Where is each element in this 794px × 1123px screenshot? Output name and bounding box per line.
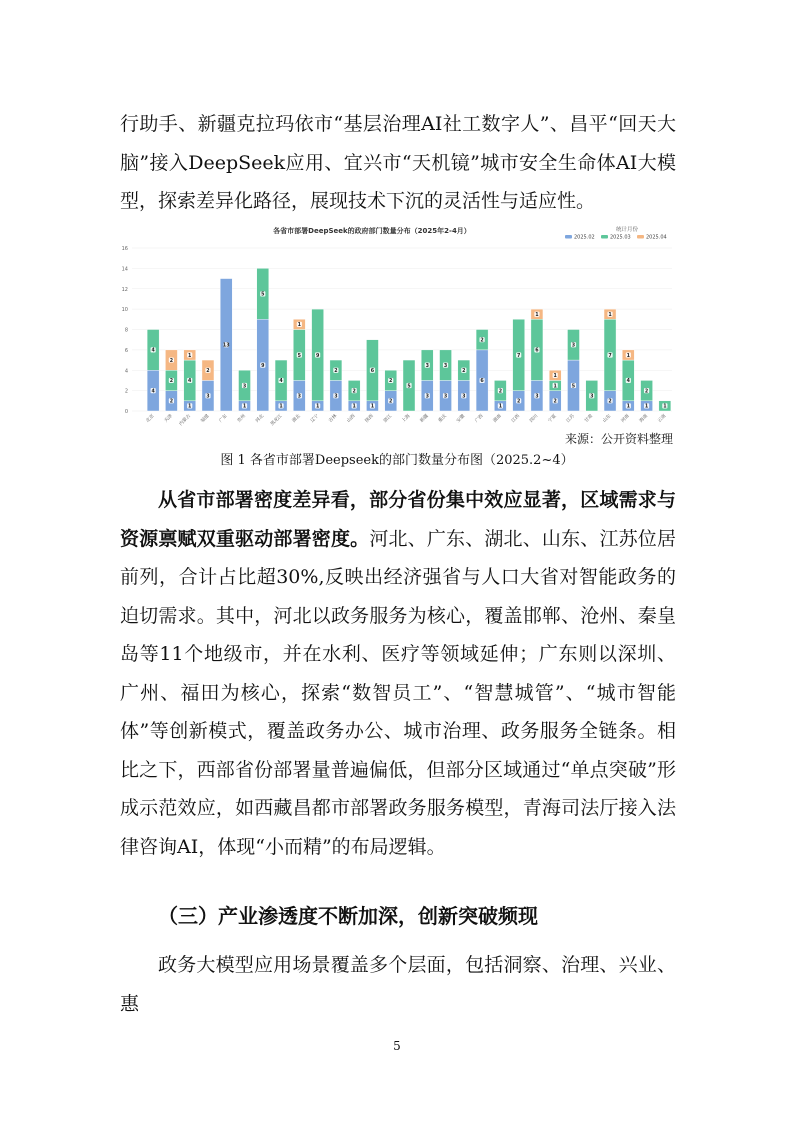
data-label: 4 bbox=[188, 379, 192, 385]
data-label: 1 bbox=[315, 404, 320, 410]
data-label: 1 bbox=[188, 404, 192, 410]
x-tick-label: 贵州 bbox=[236, 413, 247, 424]
data-label: 4 bbox=[626, 379, 630, 385]
data-label: 2 bbox=[462, 369, 466, 375]
analysis-body: 河北、广东、湖北、山东、江苏位居前列，合计占比超30%,反映出经济强省与人口大省对智能政务的迫切需求。其中，河北以政务服务为核心，覆盖邯郸、沧州、秦皇岛等11个地级市，并在水利、医疗等领域延伸；广东则以深圳、广州、福田为核心，探索“数智员工”、“智慧城管”、“城市智能体”等创新模式，覆盖政务办公、城市治理、政务服务全链条。相比之下，西部省份部署量普遍偏低，但部分区域通过“单点突破”形成示范效应，如西藏昌都市部署政务服务模型，青海司法厅接入法律咨询AI，体现“小而精”的布局逻辑。 bbox=[120, 527, 676, 858]
figure-caption: 图 1 各省市部署Deepseek的部门数量分布图（2025.2~4） bbox=[220, 453, 574, 468]
y-tick-label: 2 bbox=[124, 388, 128, 395]
analysis-paragraph bbox=[120, 481, 676, 866]
y-tick-label: 0 bbox=[124, 409, 128, 415]
data-label: 9 bbox=[315, 353, 320, 359]
data-label: 3 bbox=[571, 343, 576, 349]
y-tick-label: 6 bbox=[124, 347, 128, 354]
data-label: 5 bbox=[407, 384, 411, 390]
figure-source: 来源：公开资料整理 bbox=[564, 432, 673, 446]
data-label: 1 bbox=[626, 353, 630, 359]
data-label: 1 bbox=[535, 313, 539, 319]
x-tick-label: 重庆 bbox=[437, 413, 448, 424]
page-number: 5 bbox=[393, 1039, 401, 1053]
data-label: 4 bbox=[151, 389, 155, 395]
x-tick-label: 内蒙古 bbox=[178, 413, 193, 428]
data-label: 3 bbox=[297, 394, 302, 400]
x-tick-label: 新疆 bbox=[419, 413, 430, 424]
x-tick-label: 广东 bbox=[218, 413, 229, 424]
x-tick-label: 河南 bbox=[620, 413, 631, 424]
chart-title: 各省市部署DeepSeek的政府部门数量分布（2025年2-4月） bbox=[273, 227, 471, 235]
data-label: 3 bbox=[334, 394, 338, 400]
data-label: 7 bbox=[516, 353, 521, 359]
x-tick-label: 黑龙江 bbox=[270, 413, 284, 428]
data-label: 1 bbox=[553, 374, 557, 380]
data-label: 5 bbox=[297, 353, 302, 359]
legend-label: 2025.03 bbox=[610, 234, 631, 241]
chart-svg bbox=[117, 220, 677, 436]
data-label: 6 bbox=[480, 379, 484, 385]
data-label: 5 bbox=[261, 292, 265, 298]
data-label: 1 bbox=[553, 384, 557, 390]
data-label: 3 bbox=[425, 394, 429, 400]
data-label: 13 bbox=[222, 343, 230, 349]
data-label: 1 bbox=[297, 323, 302, 329]
data-label: 1 bbox=[498, 404, 503, 410]
data-label: 2 bbox=[206, 369, 210, 375]
x-tick-label: 福建 bbox=[200, 413, 211, 424]
legend-label: 2025.04 bbox=[646, 234, 667, 241]
legend-label: 2025.02 bbox=[574, 234, 595, 241]
x-tick-label: 天津 bbox=[163, 413, 174, 424]
x-tick-label: 海南 bbox=[638, 413, 650, 424]
data-label: 2 bbox=[608, 399, 612, 405]
data-label: 2 bbox=[169, 379, 174, 385]
data-label: 3 bbox=[462, 394, 466, 400]
data-label: 3 bbox=[590, 394, 594, 400]
intro-paragraph: 行助手、新疆克拉玛依市“基层治理AI社工数字人”、昌平“回天大脑”接入DeepSeek应用、宜兴市“天机镜”城市安全生命体AI大模型，探索差异化路径，展现技术下沉的灵活性与适应性。 bbox=[120, 113, 676, 212]
x-tick-label: 江西 bbox=[511, 413, 522, 424]
data-label: 3 bbox=[206, 394, 210, 400]
bar-chart bbox=[117, 220, 677, 436]
y-tick-label: 14 bbox=[121, 266, 128, 273]
x-tick-label: 陕西 bbox=[364, 413, 375, 424]
legend-swatch bbox=[637, 235, 644, 239]
data-label: 2 bbox=[644, 389, 649, 395]
x-tick-label: 河北 bbox=[255, 413, 266, 424]
data-label: 1 bbox=[663, 404, 667, 410]
data-label: 2 bbox=[553, 399, 557, 405]
y-tick-label: 12 bbox=[121, 286, 128, 293]
legend-title: 统计月份 bbox=[615, 227, 639, 233]
data-label: 1 bbox=[279, 404, 283, 410]
data-label: 4 bbox=[151, 348, 155, 354]
data-label: 1 bbox=[644, 404, 649, 410]
data-label: 2 bbox=[169, 399, 174, 405]
data-label: 2 bbox=[169, 358, 174, 364]
x-tick-label: 辽宁 bbox=[309, 413, 321, 424]
x-tick-label: 北京 bbox=[145, 413, 156, 424]
data-label: 2 bbox=[334, 369, 338, 375]
legend-swatch bbox=[565, 235, 572, 239]
y-tick-label: 4 bbox=[124, 368, 128, 375]
data-label: 5 bbox=[571, 384, 576, 390]
data-label: 3 bbox=[242, 384, 247, 390]
section-heading: （三）产业渗透度不断加深，创新突破频现 bbox=[158, 904, 538, 928]
y-tick-label: 8 bbox=[124, 327, 128, 334]
data-label: 1 bbox=[242, 404, 247, 410]
data-label: 2 bbox=[516, 399, 521, 405]
data-label: 9 bbox=[261, 363, 265, 369]
data-label: 2 bbox=[498, 389, 503, 395]
x-tick-label: 广西 bbox=[474, 413, 485, 424]
x-tick-label: 湖南 bbox=[492, 413, 503, 424]
data-label: 1 bbox=[370, 404, 375, 410]
x-tick-label: 湖北 bbox=[291, 413, 302, 424]
data-label: 7 bbox=[608, 353, 612, 359]
x-tick-label: 浙江 bbox=[383, 413, 394, 424]
analysis-bold-lead: 从省市部署密度差异看，部分省份集中效应显著，区域需求与资源禀赋双重驱动部署密度。 bbox=[120, 489, 676, 550]
legend bbox=[565, 234, 667, 240]
data-label: 6 bbox=[370, 369, 375, 375]
x-tick-label: 宁夏 bbox=[547, 413, 558, 424]
data-label: 1 bbox=[608, 313, 612, 319]
data-label: 1 bbox=[626, 404, 630, 410]
legend-swatch bbox=[601, 235, 608, 239]
x-tick-label: 上海 bbox=[401, 413, 412, 424]
last-paragraph: 政务大模型应用场景覆盖多个层面，包括洞察、治理、兴业、惠 bbox=[120, 954, 676, 1015]
data-label: 3 bbox=[443, 394, 448, 400]
x-tick-label: 吉林 bbox=[328, 413, 339, 424]
data-label: 6 bbox=[535, 348, 539, 354]
data-label: 1 bbox=[188, 353, 192, 359]
data-label: 3 bbox=[443, 363, 448, 369]
x-tick-label: 山东 bbox=[602, 413, 613, 424]
x-tick-label: 安徽 bbox=[456, 413, 467, 424]
data-label: 2 bbox=[389, 399, 393, 405]
y-tick-label: 10 bbox=[121, 307, 128, 314]
data-label: 3 bbox=[535, 394, 539, 400]
x-tick-label: 甘肃 bbox=[584, 413, 595, 424]
y-tick-label: 16 bbox=[121, 246, 128, 252]
data-label: 4 bbox=[279, 379, 283, 385]
x-tick-label: 山西 bbox=[346, 413, 357, 424]
data-label: 2 bbox=[389, 379, 393, 385]
data-label: 2 bbox=[480, 338, 484, 344]
data-label: 2 bbox=[352, 389, 356, 395]
x-tick-label: 四川 bbox=[529, 413, 540, 424]
x-tick-label: 江苏 bbox=[565, 413, 576, 424]
x-tick-label: 云南 bbox=[657, 413, 668, 424]
data-label: 1 bbox=[352, 404, 356, 410]
data-label: 3 bbox=[425, 363, 429, 369]
